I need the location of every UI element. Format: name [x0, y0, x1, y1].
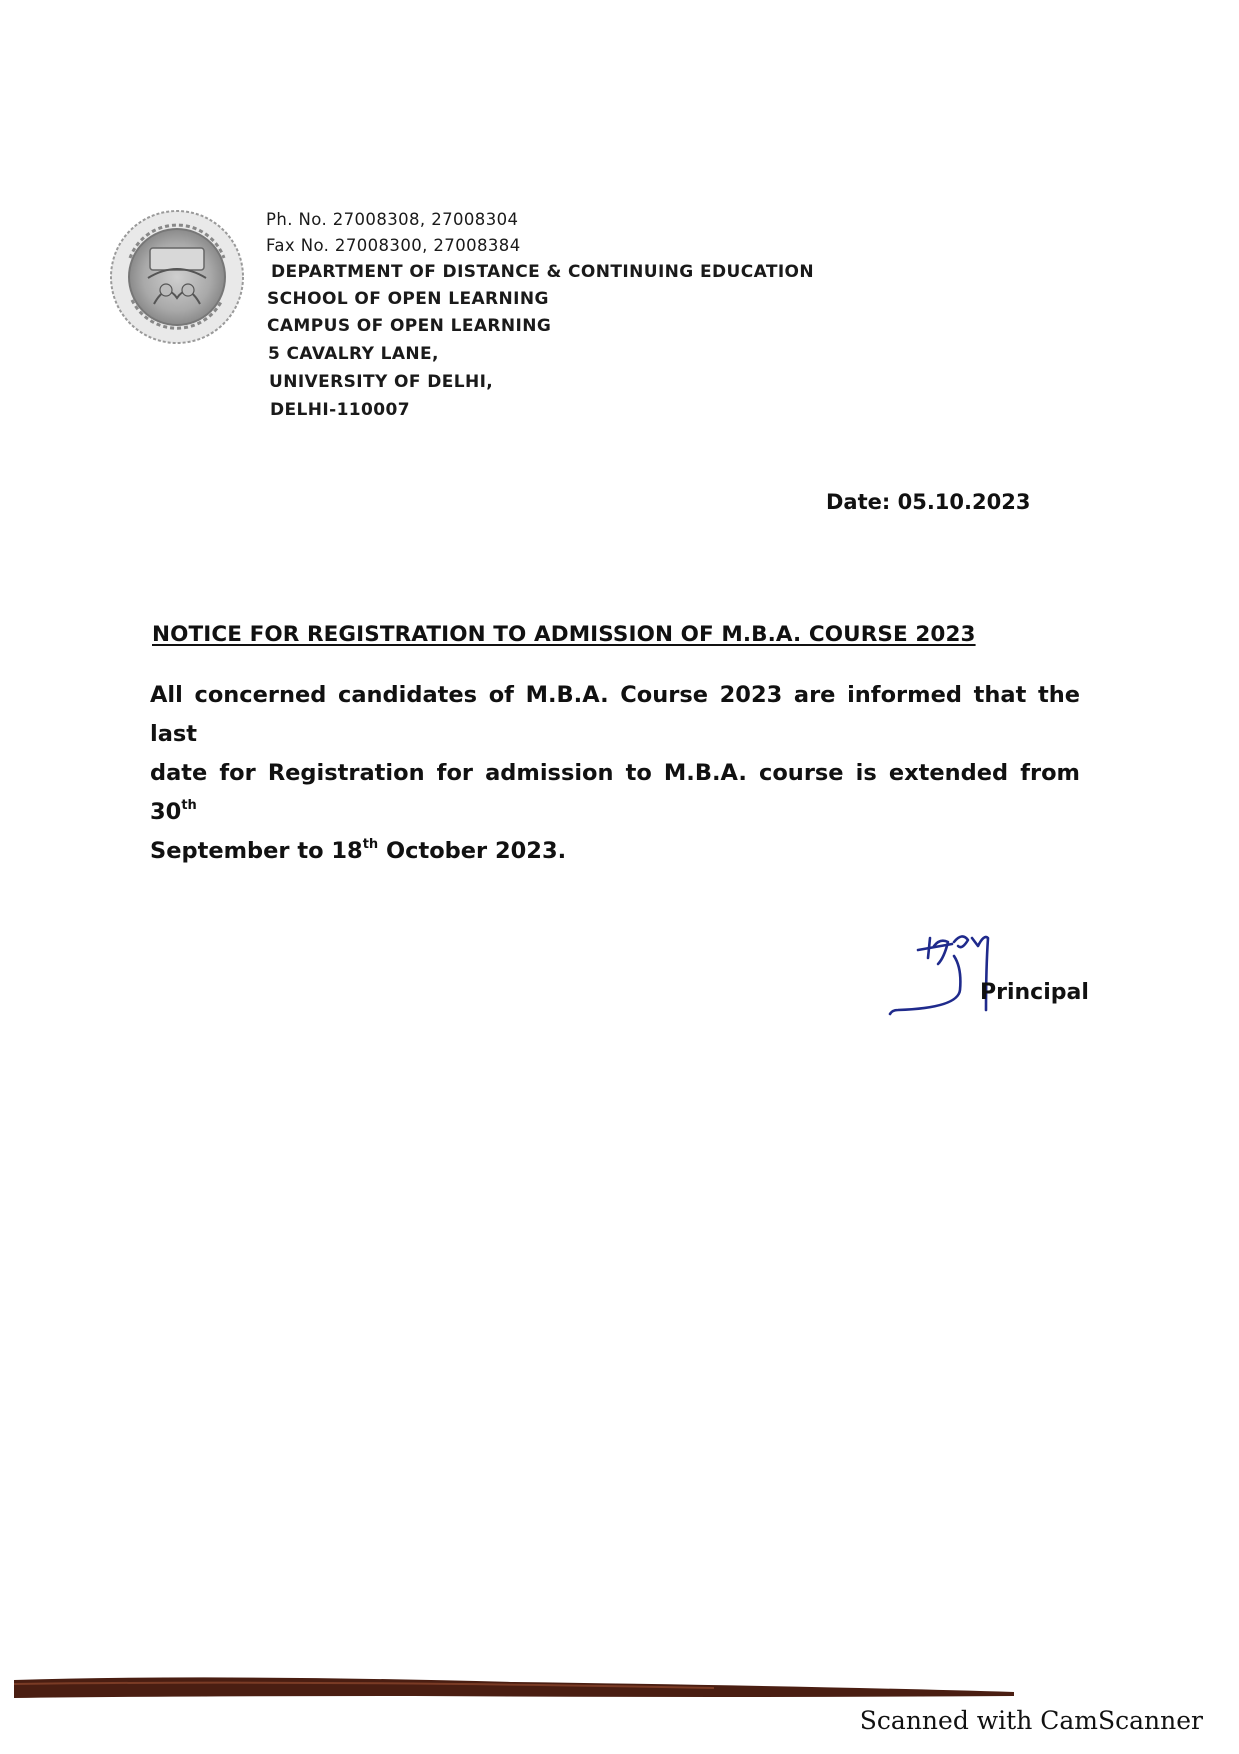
university-name: UNIVERSITY OF DELHI,	[269, 372, 494, 392]
city-pincode: DELHI-110007	[270, 400, 410, 420]
phone-number: Ph. No. 27008308, 27008304	[266, 210, 519, 229]
ordinal-suffix: th	[362, 837, 379, 852]
fax-number: Fax No. 27008300, 27008384	[266, 236, 521, 255]
camscanner-watermark: Scanned with CamScanner	[859, 1706, 1203, 1735]
notice-body-line-3-start: September to 18	[150, 838, 363, 864]
ordinal-suffix: th	[181, 798, 197, 813]
notice-body-line-1: All concerned candidates of M.B.A. Course 2023 are informed that the last	[150, 682, 1080, 747]
school-name: SCHOOL OF OPEN LEARNING	[267, 289, 549, 309]
scanner-edge-bar	[14, 1672, 1014, 1700]
notice-body-line-2-text: date for Registration for admission to M.B.A. course is extended from 30	[150, 760, 1080, 825]
notice-title: NOTICE FOR REGISTRATION TO ADMISSION OF M.B.A. COURSE 2023	[152, 622, 976, 647]
notice-body	[150, 676, 1080, 871]
street-address: 5 CAVALRY LANE,	[268, 344, 439, 364]
department-name: DEPARTMENT OF DISTANCE & CONTINUING EDUCATION	[271, 262, 815, 282]
university-seal-icon	[108, 208, 246, 346]
campus-name: CAMPUS OF OPEN LEARNING	[267, 316, 552, 336]
notice-body-line-3	[150, 832, 1080, 871]
notice-date: Date: 05.10.2023	[826, 490, 1031, 514]
notice-body-line-3-end: October 2023.	[378, 838, 567, 864]
signatory-title: Principal	[980, 980, 1089, 1005]
notice-body-line-2	[150, 754, 1080, 832]
